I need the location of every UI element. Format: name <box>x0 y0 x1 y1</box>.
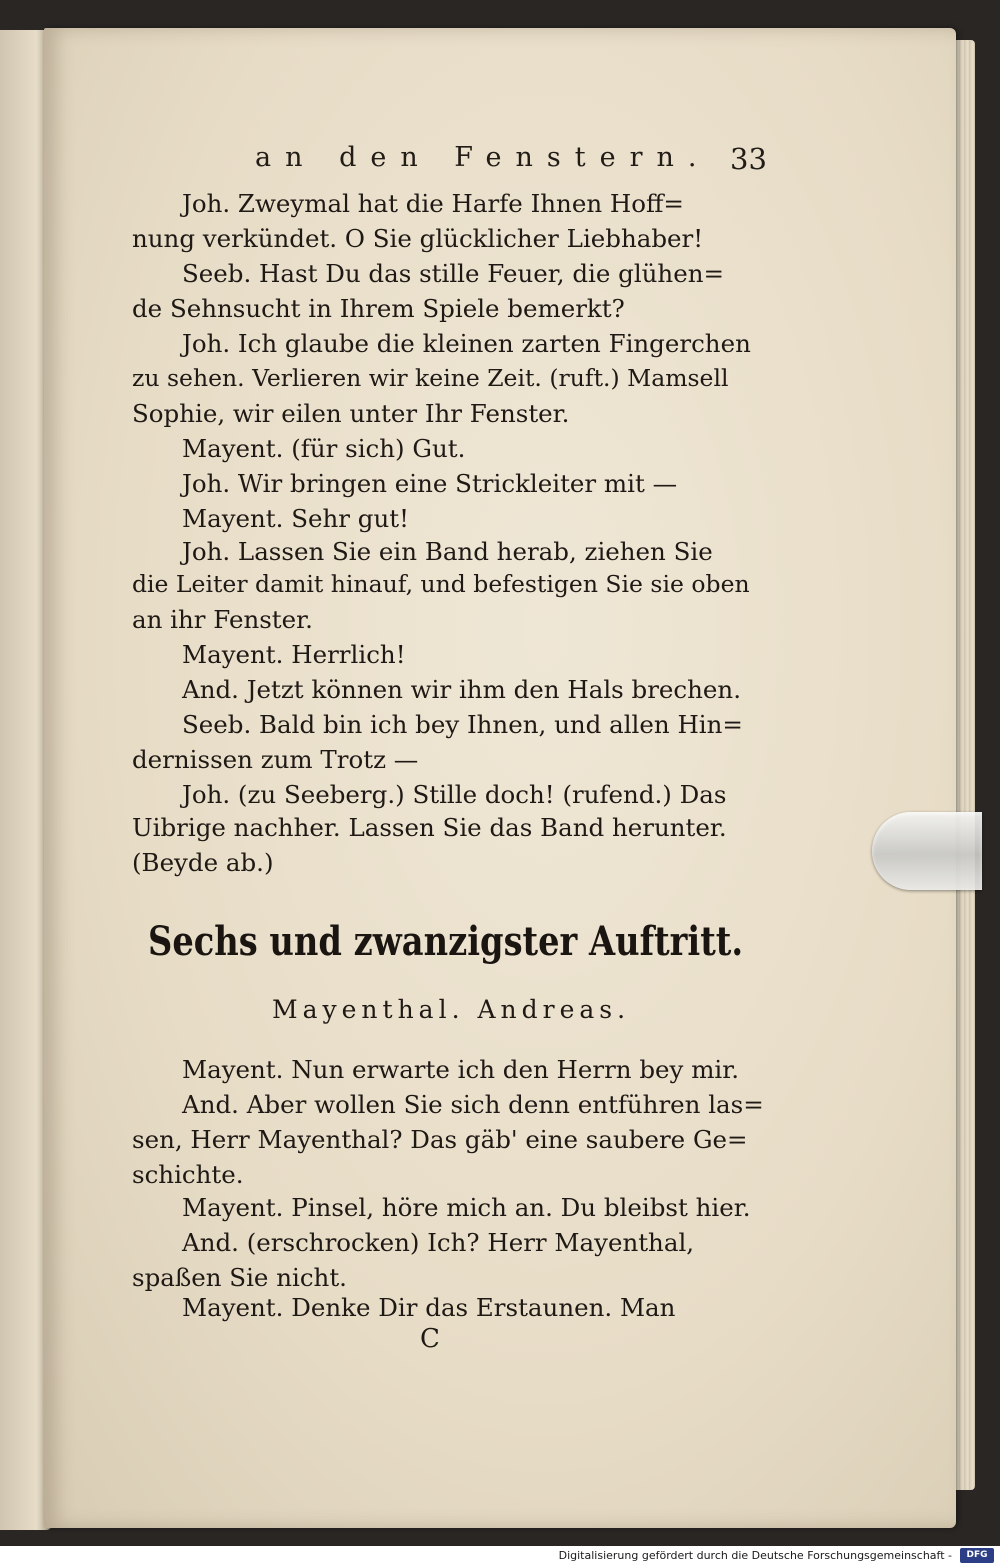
text-line: nung verkündet. O Sie glücklicher Liebhaber! <box>132 224 704 253</box>
page-number: 33 <box>730 142 767 176</box>
text-line: Seeb. Bald bin ich bey Ihnen, und allen Hin= <box>182 710 743 739</box>
text-line: Mayent. Pinsel, höre mich an. Du bleibst hier. <box>182 1193 751 1222</box>
text-line: Mayent. Sehr gut! <box>182 504 409 533</box>
signature-mark: C <box>420 1324 440 1354</box>
text-line: Joh. Wir bringen eine Strickleiter mit — <box>182 469 678 498</box>
text-line: And. (erschrocken) Ich? Herr Mayenthal, <box>182 1228 695 1257</box>
text-line: Joh. Ich glaube die kleinen zarten Fingerchen <box>182 329 751 358</box>
scene-heading: Sechs und zwanzigster Auftritt. <box>148 918 744 965</box>
footer-bar <box>0 1546 1000 1567</box>
text-line: zu sehen. Verlieren wir keine Zeit. (ruft.) Mamsell <box>132 364 729 392</box>
text-line: an ihr Fenster. <box>132 605 313 634</box>
text-line: Uibrige nachher. Lassen Sie das Band herunter. <box>132 813 727 842</box>
text-line: (Beyde ab.) <box>132 848 274 877</box>
footer-credit: Digitalisierung gefördert durch die Deutsche Forschungsgemeinschaft - <box>558 1549 952 1562</box>
page-clip <box>872 812 982 890</box>
text-line: Mayent. (für sich) Gut. <box>182 434 466 463</box>
text-line: Seeb. Hast Du das stille Feuer, die glühen= <box>182 259 725 288</box>
dfg-logo: DFG <box>960 1548 994 1563</box>
running-header: an den Fenstern. <box>255 142 711 173</box>
text-line: schichte. <box>132 1160 244 1189</box>
text-line: Joh. (zu Seeberg.) Stille doch! (rufend.) Das <box>182 780 727 809</box>
text-line: dernissen zum Trotz — <box>132 745 419 774</box>
text-line: Sophie, wir eilen unter Ihr Fenster. <box>132 399 570 428</box>
text-line: spaßen Sie nicht. <box>132 1263 347 1292</box>
text-line: die Leiter damit hinauf, und befestigen Sie sie oben <box>132 570 750 598</box>
text-line: Mayent. Denke Dir das Erstaunen. Man <box>182 1293 676 1322</box>
scene-characters: Mayenthal. Andreas. <box>272 995 631 1024</box>
text-line: And. Jetzt können wir ihm den Hals brechen. <box>182 675 741 704</box>
text-line: Joh. Zweymal hat die Harfe Ihnen Hoff= <box>182 189 684 218</box>
text-line: sen, Herr Mayenthal? Das gäb' eine saubere Ge= <box>132 1125 748 1154</box>
text-line: And. Aber wollen Sie sich denn entführen las= <box>182 1090 764 1119</box>
text-line: Mayent. Nun erwarte ich den Herrn bey mir. <box>182 1055 740 1084</box>
text-line: Joh. Lassen Sie ein Band herab, ziehen Sie <box>182 537 713 566</box>
text-line: de Sehnsucht in Ihrem Spiele bemerkt? <box>132 294 625 323</box>
text-line: Mayent. Herrlich! <box>182 640 406 669</box>
